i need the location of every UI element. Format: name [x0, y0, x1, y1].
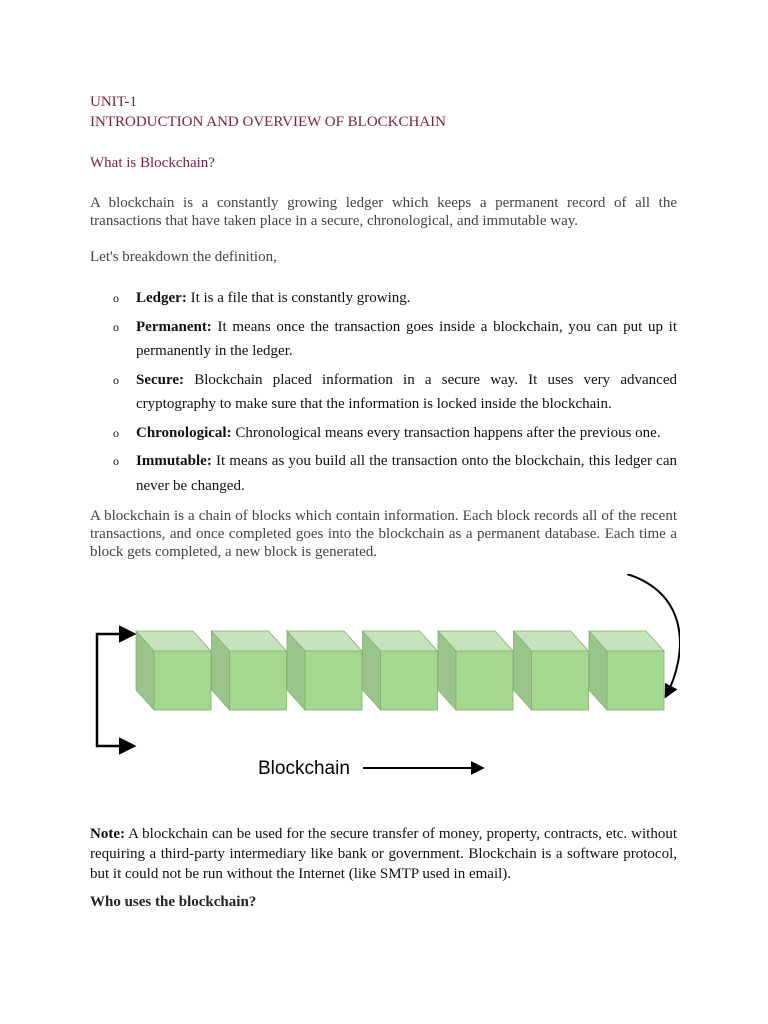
- list-item: [90, 449, 677, 498]
- bullet-icon: o: [113, 319, 119, 334]
- block-cube: [363, 631, 438, 710]
- list-item: [90, 315, 677, 364]
- loop-bracket-icon: [97, 634, 133, 746]
- blockchain-diagram: [90, 574, 680, 789]
- definition-list: [90, 286, 677, 498]
- definition-text: Chronological means every transaction happens after the previous one.: [231, 424, 661, 441]
- page-title: INTRODUCTION AND OVERVIEW OF BLOCKCHAIN: [90, 114, 447, 130]
- definition-term: Secure:: [136, 371, 185, 388]
- block-chain: [136, 631, 664, 710]
- definition-text: It is a file that is constantly growing.: [186, 290, 411, 306]
- block-cube: [589, 631, 664, 710]
- block-cube: [136, 631, 211, 710]
- unit-label: UNIT-1: [90, 94, 137, 110]
- note-paragraph: [90, 824, 677, 884]
- intro-paragraph: A blockchain is a constantly growing ledger which keeps a permanent record of all the transactions that have taken place in a secure, chronological, and immutable way.: [90, 195, 677, 229]
- section-heading-what-is-blockchain: What is Blockchain?: [90, 155, 215, 171]
- definition-text: It means once the transaction goes inside a blockchain, you can put up it permanently in the ledger.: [136, 318, 677, 359]
- note-label: Note:: [90, 826, 125, 842]
- list-item: [90, 368, 677, 417]
- block-cube: [287, 631, 362, 710]
- document-page: [90, 92, 677, 910]
- list-item: [90, 421, 677, 446]
- definition-term: Permanent:: [136, 318, 212, 335]
- bullet-icon: o: [113, 425, 119, 440]
- block-cube: [514, 631, 589, 710]
- breakdown-paragraph: Let's breakdown the definition,: [90, 249, 277, 265]
- bullet-icon: o: [113, 454, 119, 468]
- block-cube: [212, 631, 287, 710]
- definition-term: Ledger:: [136, 290, 187, 306]
- definition-text: Blockchain placed information in a secure way. It uses very advanced cryptography to make sure that the information is locked inside the blockchain.: [136, 371, 677, 412]
- list-item: [90, 286, 677, 311]
- diagram-label: Blockchain: [258, 758, 350, 779]
- chain-paragraph: A blockchain is a chain of blocks which contain information. Each block records all of the recent transactions, and once completed goes into the blockchain as a permanent database. Each time a block gets completed, a new block is generated.: [90, 508, 677, 560]
- definition-term: Chronological:: [136, 424, 232, 441]
- section-heading-who-uses: Who uses the blockchain?: [90, 894, 257, 910]
- bullet-icon: o: [113, 291, 119, 305]
- bullet-icon: o: [113, 372, 119, 387]
- note-text: A blockchain can be used for the secure transfer of money, property, contracts, etc. without requiring a third-party intermediary like bank or government. Blockchain is a software protocol, but it could not be run without the Internet (like SMTP used in email).: [90, 826, 677, 882]
- definition-term: Immutable:: [136, 453, 212, 469]
- definition-text: It means as you build all the transaction onto the blockchain, this ledger can never be changed.: [136, 453, 677, 494]
- block-cube: [438, 631, 513, 710]
